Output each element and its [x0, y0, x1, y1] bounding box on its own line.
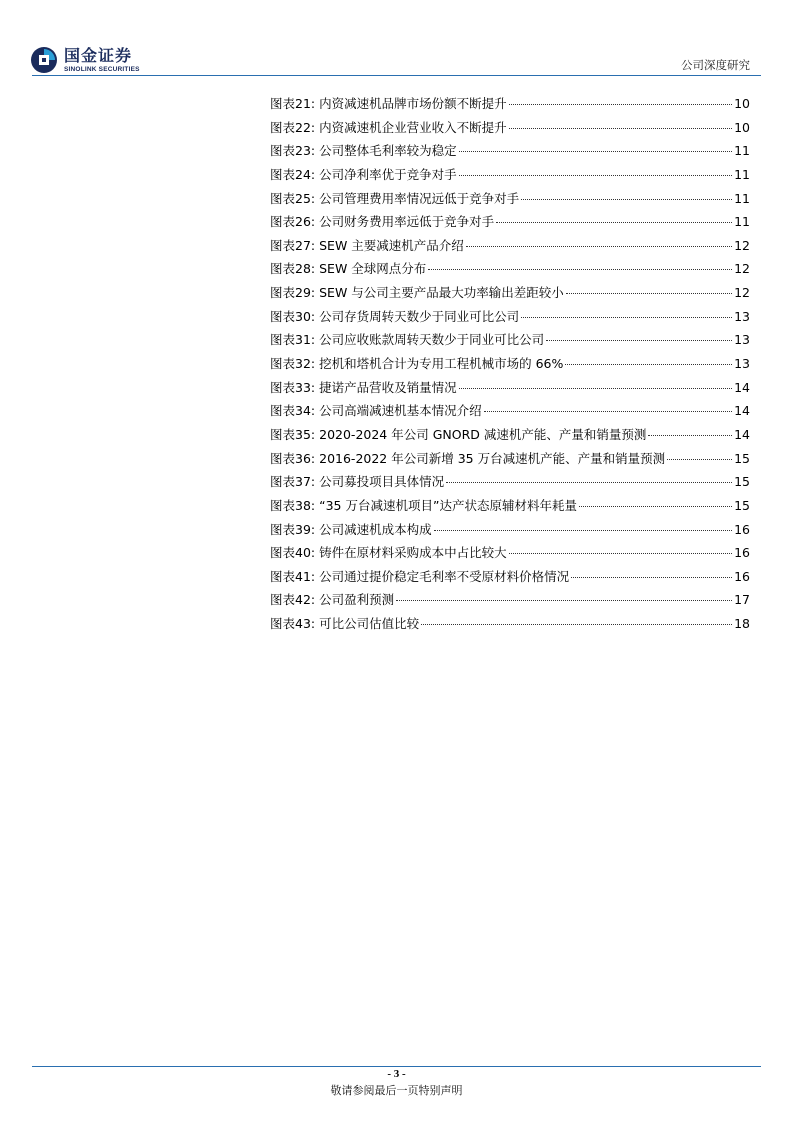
toc-entry-page: 18 — [734, 616, 750, 632]
toc-entry-title: 公司应收账款周转天数少于同业可比公司 — [319, 332, 545, 348]
toc-entry-label: 图表39: — [270, 521, 316, 537]
toc-entry-page: 16 — [734, 521, 750, 537]
figure-index-list — [270, 94, 750, 638]
toc-entry-title: 2016-2022 年公司新增 35 万台减速机产能、产量和销量预测 — [319, 450, 666, 466]
toc-dot-leader — [509, 104, 732, 105]
toc-entry-label: 图表29: — [270, 285, 316, 301]
toc-entry-title: 公司净利率优于竞争对手 — [319, 166, 457, 182]
disclaimer-text: 敬请参阅最后一页特别声明 — [330, 1084, 463, 1097]
toc-entry-label: 图表41: — [270, 568, 316, 584]
toc-entry[interactable] — [270, 141, 750, 165]
toc-entry-page: 14 — [734, 379, 750, 395]
toc-entry-title: 2020-2024 年公司 GNORD 减速机产能、产量和销量预测 — [319, 426, 647, 442]
toc-entry[interactable] — [270, 567, 750, 591]
toc-entry-page: 10 — [734, 119, 750, 135]
toc-entry[interactable] — [270, 330, 750, 354]
toc-entry-label: 图表32: — [270, 356, 316, 372]
toc-entry-title: 内资减速机品牌市场份额不断提升 — [319, 96, 507, 111]
toc-entry-title: 公司整体毛利率较为稳定 — [319, 143, 457, 159]
toc-dot-leader — [667, 459, 732, 460]
toc-entry-title: SEW 主要减速机产品介绍 — [319, 237, 464, 253]
toc-entry[interactable] — [270, 307, 750, 331]
toc-entry[interactable] — [270, 472, 750, 496]
toc-entry-page: 14 — [734, 403, 750, 419]
toc-entry-label: 图表25: — [270, 190, 316, 206]
toc-entry-title: 公司盈利预测 — [319, 592, 395, 608]
toc-entry-page: 16 — [734, 545, 750, 561]
toc-entry-page: 13 — [734, 356, 750, 372]
toc-entry-label: 图表33: — [270, 379, 316, 395]
toc-entry-title: 公司高端减速机基本情况介绍 — [319, 403, 482, 419]
toc-entry-title: 公司减速机成本构成 — [319, 521, 432, 537]
toc-entry[interactable] — [270, 118, 750, 142]
toc-entry-title: 可比公司估值比较 — [319, 616, 420, 632]
toc-dot-leader — [521, 317, 732, 318]
toc-entry[interactable] — [270, 520, 750, 544]
toc-entry[interactable] — [270, 449, 750, 473]
toc-entry-page: 15 — [734, 474, 750, 490]
toc-dot-leader — [466, 246, 732, 247]
toc-entry-page: 16 — [734, 568, 750, 584]
toc-entry[interactable] — [270, 378, 750, 402]
toc-entry-title: 公司管理费用率情况远低于竞争对手 — [319, 190, 520, 206]
toc-entry-page: 12 — [734, 237, 750, 253]
toc-entry-label: 图表43: — [270, 616, 316, 632]
toc-dot-leader — [459, 151, 732, 152]
toc-dot-leader — [496, 222, 732, 223]
toc-entry-title: 公司存货周转天数少于同业可比公司 — [319, 308, 520, 324]
toc-entry[interactable] — [270, 236, 750, 260]
toc-entry-page: 11 — [734, 214, 750, 230]
toc-entry-page: 12 — [734, 285, 750, 301]
toc-entry-title: SEW 与公司主要产品最大功率输出差距较小 — [319, 285, 564, 301]
toc-entry-page: 15 — [734, 497, 750, 513]
toc-entry-page: 17 — [734, 592, 750, 608]
toc-entry-title: 挖机和塔机合计为专用工程机械市场的 66% — [319, 356, 564, 372]
toc-entry-title: “35 万台减速机项目”达产状态原辅材料年耗量 — [319, 497, 577, 513]
toc-entry-title: 公司募投项目具体情况 — [319, 474, 445, 490]
toc-entry[interactable] — [270, 614, 750, 638]
toc-dot-leader — [421, 624, 732, 625]
toc-entry[interactable] — [270, 212, 750, 236]
toc-entry-page: 11 — [734, 166, 750, 182]
toc-entry[interactable] — [270, 165, 750, 189]
toc-entry-label: 图表31: — [270, 332, 316, 348]
toc-dot-leader — [459, 175, 732, 176]
toc-entry-label: 图表30: — [270, 308, 316, 324]
toc-entry-label: 图表24: — [270, 166, 316, 182]
toc-entry[interactable] — [270, 543, 750, 567]
toc-entry-label: 图表23: — [270, 143, 316, 159]
footer-divider — [32, 1066, 761, 1067]
report-type: 公司深度研究 — [681, 58, 750, 72]
toc-entry[interactable] — [270, 283, 750, 307]
toc-dot-leader — [509, 553, 732, 554]
toc-entry-label: 图表36: — [270, 450, 316, 466]
company-logo — [30, 44, 140, 76]
toc-entry-title: 铸件在原材料采购成本中占比较大 — [319, 545, 507, 561]
toc-dot-leader — [428, 269, 732, 270]
toc-entry-label: 图表42: — [270, 592, 316, 608]
toc-dot-leader — [648, 435, 732, 436]
sinolink-logo-icon — [30, 46, 58, 74]
toc-entry-label: 图表21: — [270, 96, 316, 111]
toc-entry-title: 公司财务费用率远低于竞争对手 — [319, 214, 495, 230]
toc-entry[interactable] — [270, 590, 750, 614]
toc-dot-leader — [546, 340, 732, 341]
logo-chinese-name: 国金证券 — [64, 45, 133, 65]
logo-english-name: SINOLINK SECURITIES — [64, 65, 140, 73]
toc-entry[interactable] — [270, 496, 750, 520]
toc-entry[interactable] — [270, 425, 750, 449]
toc-entry-page: 15 — [734, 450, 750, 466]
toc-entry-label: 图表28: — [270, 261, 316, 277]
toc-entry-title: 内资减速机企业营业收入不断提升 — [319, 119, 507, 135]
toc-entry[interactable] — [270, 189, 750, 213]
toc-dot-leader — [509, 128, 732, 129]
toc-entry-label: 图表38: — [270, 497, 316, 513]
toc-dot-leader — [484, 411, 732, 412]
toc-entry-page: 13 — [734, 332, 750, 348]
toc-entry-label: 图表35: — [270, 426, 316, 442]
toc-dot-leader — [521, 199, 732, 200]
toc-dot-leader — [571, 577, 732, 578]
toc-dot-leader — [434, 530, 732, 531]
toc-entry-page: 13 — [734, 308, 750, 324]
toc-entry[interactable] — [270, 259, 750, 283]
toc-entry-label: 图表40: — [270, 545, 316, 561]
toc-entry-label: 图表34: — [270, 403, 316, 419]
toc-dot-leader — [459, 388, 732, 389]
toc-dot-leader — [565, 364, 732, 365]
toc-dot-leader — [396, 600, 732, 601]
toc-entry[interactable] — [270, 401, 750, 425]
toc-entry-page: 10 — [734, 96, 750, 111]
toc-dot-leader — [446, 482, 732, 483]
page-number: - 3 - — [387, 1068, 406, 1080]
toc-entry-page: 12 — [734, 261, 750, 277]
toc-entry-label: 图表37: — [270, 474, 316, 490]
toc-dot-leader — [566, 293, 732, 294]
toc-entry-label: 图表22: — [270, 119, 316, 135]
toc-entry[interactable] — [270, 354, 750, 378]
toc-entry-label: 图表26: — [270, 214, 316, 230]
toc-entry-page: 11 — [734, 190, 750, 206]
toc-entry-title: SEW 全球网点分布 — [319, 261, 427, 277]
toc-entry-title: 捷诺产品营收及销量情况 — [319, 379, 457, 395]
toc-entry-page: 14 — [734, 426, 750, 442]
toc-entry-label: 图表27: — [270, 237, 316, 253]
toc-entry-title: 公司通过提价稳定毛利率不受原材料价格情况 — [319, 568, 570, 584]
toc-dot-leader — [579, 506, 732, 507]
header-divider — [32, 75, 761, 76]
toc-entry[interactable] — [270, 94, 750, 118]
toc-entry-page: 11 — [734, 143, 750, 159]
